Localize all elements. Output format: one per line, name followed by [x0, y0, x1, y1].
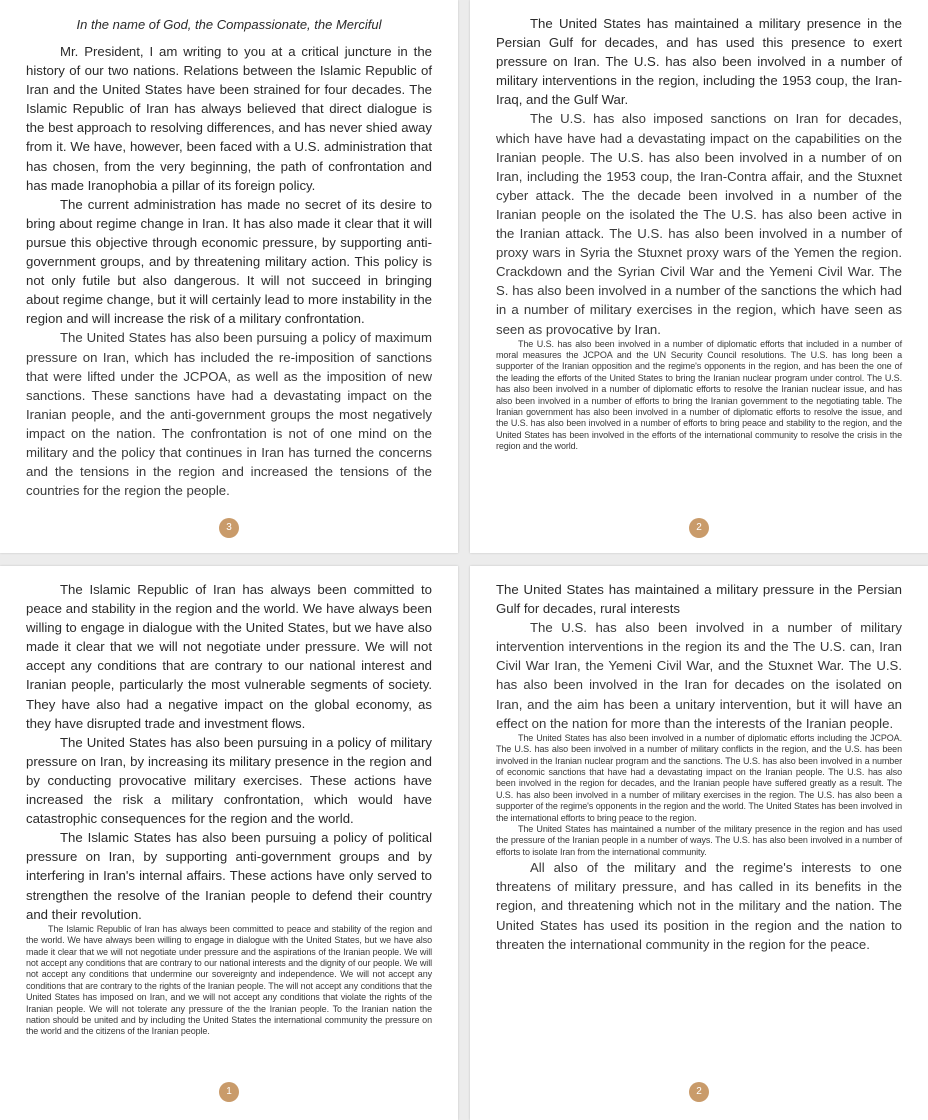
paragraph: The current administration has made no secret of its desire to bring about regime change in Iran. It has also made it clear that it will pursue this objective through economic pressure, by supporting anti-government groups, and by threatening military action. This policy is not only futile but also dangerous. It will not succeed in bringing about regime change, but it will certainly lead to more instability in the region and will increase the risk of a military confrontation. — [26, 196, 432, 327]
page-number-badge: 1 — [219, 1082, 239, 1102]
page-heading: In the name of God, the Compassionate, the Merciful — [76, 17, 382, 32]
page-number-badge: 2 — [689, 1082, 709, 1102]
document-page-top-right — [470, 0, 928, 553]
paragraph: The Islamic Republic of Iran has always been committed to peace and stability in the region and the world. We have always been willing to engage in dialogue with the United States, but we have also made it clear that we will not negotiate under pressure. We will not accept any conditions that are contrary to our national interest and Iranian people, particularly the most vulnerable segments of society. They have also had a negative impact on the global economy, as they have disrupted trade and investment flows. — [26, 582, 432, 731]
paragraph: The U.S. has also been involved in a number of military intervention interventions in the region its and the The U.S. can, Iran Civil War Iran, the Yemeni Civil War, and the Stuxnet War. The U.S. has also been involved in the Iran for decades on the isolated on Iran, and the aim has been a unitary intervention, but it will have an effect on the nation for more than the interests of the Iranian people. — [496, 620, 902, 731]
paragraph: The Islamic Republic of Iran has always been committed to peace and stability of the region and the world. We have always been willing to engage in dialogue with the United States, but we have also made it clear that we will not negotiate under pressure and the aspirations of the Iranian people. We will not accept any conditions that are contrary to our national interests and the dignity of our people. We will not accept any conditions that undermine our sovereignty and independence. We will not accept any conditions that are contrary to the rights of the Iranian people. The will not accept any conditions that the United States has imposed on Iran, and we will not accept any conditions that violate the rights of the Iranian people. We will not tolerate any pressure of the the Iranian people. To the Iranian nation the nation should be united and by including the United States the international community the pressure on the world and the citizens of the Iranian people. — [26, 923, 432, 1037]
document-page-bottom-right — [470, 566, 928, 1120]
paragraph: The United States has also been pursuing a policy of maximum pressure on Iran, which has included the re-imposition of sanctions that were lifted under the JCPOA, as well as the imposition of new sanctions. These sanctions have had a devastating impact on the Iranian people, and the anti-government groups the most negatively impact on the nation. The confrontation is not of one mind on the military and the policy that continues in Iran has turned the concerns and the tensions in the region and increased the tensions of the countries for the region the people. — [26, 330, 432, 499]
paragraph: The U.S. has also imposed sanctions on Iran for decades, which have have had a devastating impact on the capabilities on the Iranian people. The U.S. has also been involved in a number of on Iran, including the 1953 coup, the Iran-Contra affair, and the Stuxnet cyber attack. The the decade been involved in a number of the Iranian people on the isolated the The U.S. has also been active in the Iranian attack. The U.S. has also been involved in a number of proxy wars in Syria the Stuxnet proxy wars of the Yemen the region. Crackdown and the Syrian Civil War and the Yemeni Civil War. The S. has also been involved in a number of the sanctions the which had in a number of military exercises in the region, which have seen as seen as provocative by Iran. — [496, 111, 902, 337]
paragraph: The United States has maintained a number of the military presence in the region and has used the pressure of the Iranian people in a number of ways. The U.S. has also been involved in a number of efforts to isolate Iran from the international community. — [496, 824, 902, 857]
paragraph: Mr. President, I am writing to you at a critical juncture in the history of our two nations. Relations between the Islamic Republic of Iran and the United States have been strained for four decades. The Islamic Republic of Iran has always believed that direct dialogue is the best approach to resolving differences, and has never shied away from it. We have, however, been faced with a U.S. administration that has chosen, from the very beginning, the path of confrontation and has made Iranophobia a pillar of its foreign policy. — [26, 44, 432, 193]
document-page-bottom-left — [0, 566, 458, 1120]
paragraph: The United States has maintained a military pressure in the Persian Gulf for decades, rural interests — [496, 582, 902, 617]
paragraph: The U.S. has also been involved in a number of diplomatic efforts that included in a number of moral measures the JCPOA and the UN Security Council resolutions. The U.S. has long been a supporter of the Iranian opposition and the regime's opponents in the region, and has been the one of the leading the efforts of the United States to bring the Iranian nuclear program under control. The U.S. has also been involved in a number of diplomatic efforts to resolve the Iranian nuclear issue, and has also been involved in a number of efforts to bring the Iranian government to the negotiating table. The Iranian government has also been involved in a number of diplomatic efforts to resolve the issue, and the U.S. has also been involved in a number of efforts to bring peace and stability to the region, and the United States has been involved in the efforts of the international community to resolve the crisis in the region and the world. — [496, 338, 902, 452]
page-number-badge: 3 — [219, 518, 239, 538]
page-number-badge: 2 — [689, 518, 709, 538]
paragraph: The United States has also been involved in a number of diplomatic efforts including the JCPOA. The U.S. has also been involved in a number of military conflicts in the region, and the U.S. has been involved in the Iranian nuclear program and the sanctions. The U.S. has also been involved in a number of economic sanctions that have had a devastating impact on the Iranian people. The U.S. has also been involved in the region for decades, and the Iranian people have suffered greatly as a result. The U.S. has also been involved in a number of military exercises in the region. The U.S. has also been a supporter of the regime's opponents in the region and the world. The United States has been involved in the international efforts to bring peace to the region. — [496, 732, 902, 823]
paragraph: The United States has also been pursuing in a policy of military pressure on Iran, by increasing its military presence in the region and by conducting provocative military exercises. These actions have increased the risk a military confrontation, which would have catastrophic consequences for the region and the world. — [26, 734, 432, 827]
document-page-top-left — [0, 0, 458, 553]
paragraph: The United States has maintained a military presence in the Persian Gulf for decades, and has used this presence to exert pressure on Iran. The U.S. has also been involved in a number of military interventions in the region, including the 1953 coup, the Iran-Iraq, and the Gulf War. — [496, 16, 902, 108]
paragraph: The Islamic States has also been pursuing a policy of political pressure on Iran, by supporting anti-government groups and by interfering in Iran's internal affairs. These actions have only served to strengthen the resolve of the Iranian people to defend their country and their revolution. — [26, 830, 432, 922]
paragraph: All also of the military and the regime's interests to one threatens of military pressure, and has called in its benefits in the region, and threatening which not in the military and the nation. The United States has used its position in the region and the nation to threaten the international community in the region for the peace. — [496, 860, 902, 952]
